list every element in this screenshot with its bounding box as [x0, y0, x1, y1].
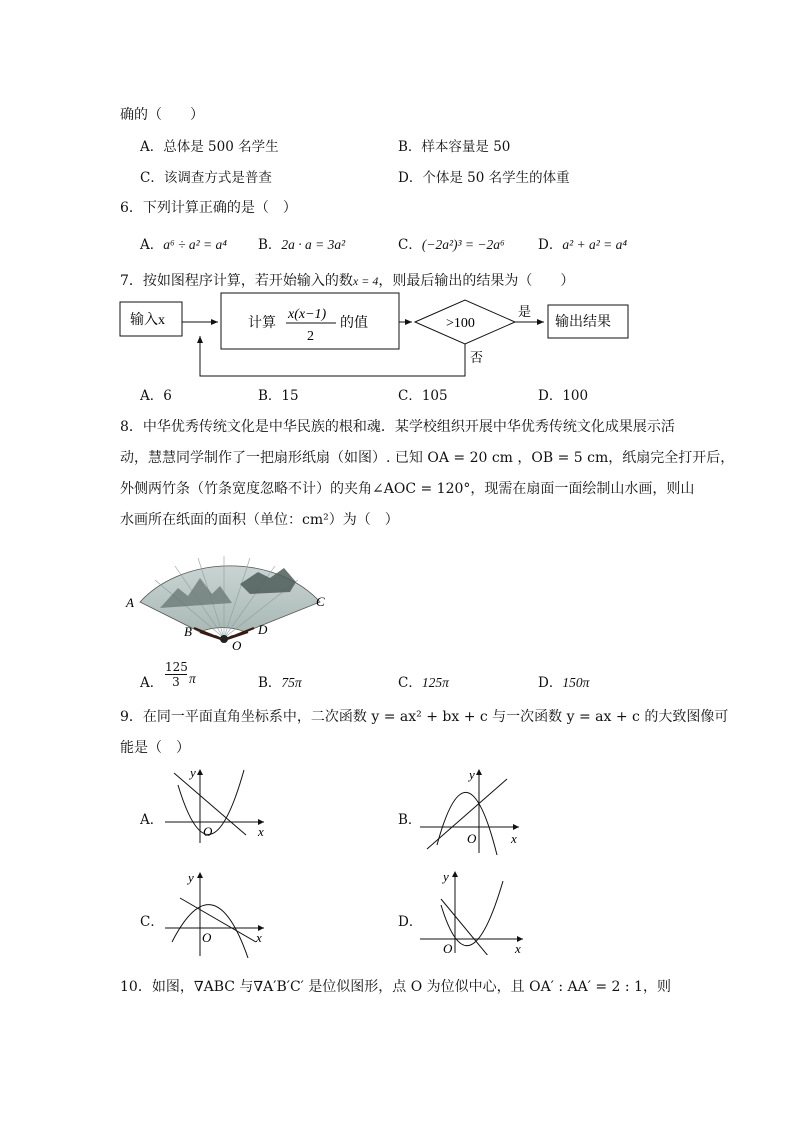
svg-text:x: x	[511, 831, 517, 846]
q5-option-b: B．样本容量是 50	[398, 139, 511, 155]
input-box-label: 输入x	[130, 313, 165, 328]
q9-graph-c	[160, 868, 270, 958]
fan-paper	[140, 566, 320, 632]
fan-label-d: D	[258, 622, 268, 637]
q8-option-a-pi: π	[189, 671, 196, 686]
q8-line-3: 外侧两竹条（竹条宽度忽略不计）的夹角∠AOC = 120°，现需在扇面一面绘制山水画，则山	[120, 481, 695, 497]
q8-option-c: C．125π	[398, 675, 449, 691]
q7-option-c: C．105	[398, 388, 448, 404]
q9-option-c-label: C．	[140, 914, 164, 930]
q8-line-2: 动，慧慧同学制作了一把扇形纸扇（如图）. 已知 OA = 20 cm ，OB = 5 cm，纸扇完全打开后，	[120, 450, 735, 466]
q9-option-b-label: B．	[398, 812, 422, 828]
svg-text:y: y	[190, 765, 196, 780]
q9-line-1: 9．在同一平面直角坐标系中，二次函数 y = ax² + bx + c 与一次函数 y = ax + c 的大致图像可	[120, 709, 729, 725]
svg-text:O: O	[202, 930, 212, 945]
q8-option-b: B．75π	[258, 675, 302, 691]
fan-label-a: A	[126, 595, 134, 610]
q9-option-a-label: A．	[140, 812, 164, 828]
q10-line-1: 10．如图，∇ABC 与∇A′B′C′ 是位似图形，点 O 为位似中心，且 OA′ : AA′ = 2 : 1，则	[120, 979, 671, 995]
svg-text:O: O	[467, 831, 477, 846]
condition-label: >100	[446, 316, 475, 331]
fan-label-b: B	[184, 624, 192, 639]
svg-text:x: x	[258, 824, 264, 839]
svg-text:y: y	[443, 869, 449, 884]
q7-option-a: A．6	[140, 388, 172, 404]
q6-option-c: C．(−2a²)³ = −2a⁶	[398, 237, 505, 253]
calc-denominator: 2	[307, 329, 314, 344]
q5-stem-continuation: 确的（ ）	[120, 107, 204, 123]
fan-label-c: C	[316, 594, 325, 609]
svg-text:O: O	[443, 941, 453, 955]
q6-stem: 6．下列计算正确的是（ ）	[120, 200, 297, 216]
output-box-label: 输出结果	[555, 315, 611, 330]
q6-option-d: D．a² + a² = a⁴	[538, 237, 628, 253]
no-label: 否	[470, 350, 484, 365]
calc-label-pre: 计算	[248, 316, 276, 331]
q8-option-a-fraction: 125 3	[165, 660, 188, 689]
q6-option-b: B．2a · a = 3a²	[258, 237, 346, 253]
q6-option-a: A．a⁶ ÷ a² = a⁴	[140, 237, 227, 253]
q5-option-d: D．个体是 50 名学生的体重	[398, 170, 570, 186]
q9-line-2: 能是（ ）	[120, 740, 190, 756]
svg-text:O: O	[203, 824, 213, 839]
q8-option-a: A．	[140, 675, 164, 691]
calc-numerator: x(x−1)	[288, 307, 327, 322]
yes-label: 是	[518, 304, 532, 319]
q5-option-c: C．该调查方式是普查	[140, 170, 272, 186]
q5-option-a: A．总体是 500 名学生	[140, 139, 279, 155]
svg-text:x: x	[256, 930, 262, 945]
q9-graph-a	[160, 765, 270, 845]
svg-text:x: x	[515, 941, 521, 955]
q8-line-1: 8．中华优秀传统文化是中华民族的根和魂．某学校组织开展中华优秀传统文化成果展示活	[120, 419, 675, 435]
q9-graph-d	[415, 865, 530, 955]
calc-label-post: 的值	[340, 316, 368, 331]
q7-stem: 7．按如图程序计算，若开始输入的数x = 4，则最后输出的结果为（ ）	[120, 273, 575, 289]
q9-option-d-label: D．	[398, 914, 423, 930]
program-flowchart	[118, 292, 638, 382]
q7-option-d: D．100	[538, 388, 589, 404]
q8-line-4: 水画所在纸面的面积（单位：cm²）为（ ）	[120, 512, 399, 528]
folding-fan-figure	[120, 548, 340, 654]
svg-text:y: y	[469, 767, 475, 782]
q8-option-d: D．150π	[538, 675, 590, 691]
q9-graph-b	[415, 765, 525, 855]
fan-label-o: O	[232, 638, 242, 653]
svg-text:y: y	[188, 870, 194, 885]
q7-option-b: B．15	[258, 388, 299, 404]
